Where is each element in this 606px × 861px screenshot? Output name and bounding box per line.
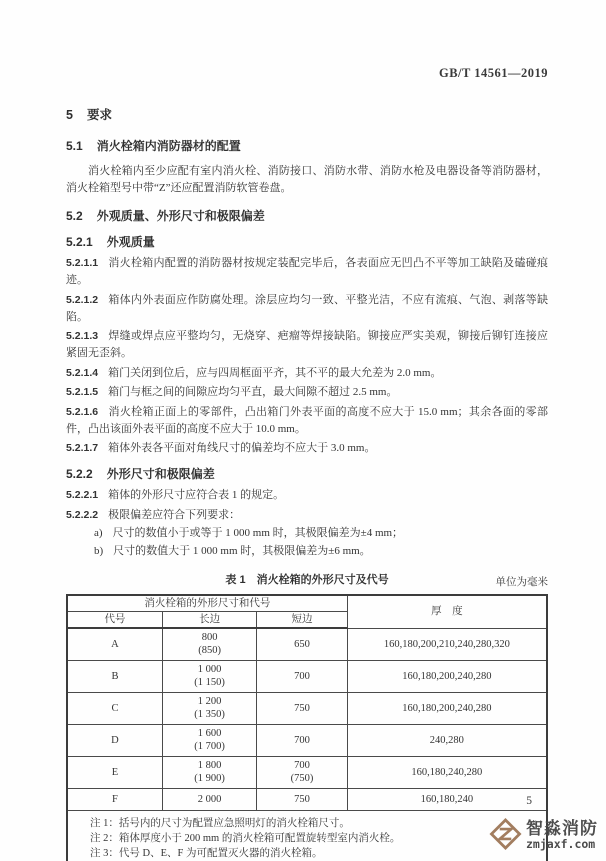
list-item-a: [94, 525, 548, 542]
cell-thickness: 160,180,200,240,280: [347, 692, 547, 724]
clause-5-2-1-5: [66, 384, 548, 401]
cell-code: F: [67, 788, 162, 810]
cell-code: D: [67, 724, 162, 756]
clause-text: 消火栓箱内配置的消防器材按规定装配完毕后，各表面应无凹凸不平等加工缺陷及磕碰痕迹。: [66, 257, 548, 286]
cell-thickness: 160,180,200,210,240,280,320: [347, 628, 547, 660]
table-1: [66, 594, 548, 861]
paragraph-5-1: 消火栓箱内至少应配有室内消火栓、消防接口、消防水带、消防水枪及电器设备等消防器材，消火栓箱型号中带“Z”还应配置消防软管卷盘。: [66, 165, 548, 194]
heading-title: 要求: [86, 108, 112, 122]
list-text: 尺寸的数值大于 1 000 mm 时，其极限偏差为±6 mm。: [113, 544, 371, 557]
column-header-long: 长边: [162, 612, 256, 629]
cell-long: 1 200: [197, 696, 222, 707]
cell-code: E: [67, 756, 162, 788]
table-row-C: [67, 692, 547, 724]
clause-text: 箱门关闭到位后，应与四周框面平齐，其不平的最大允差为 2.0 mm。: [108, 366, 442, 379]
clause-5-2-1-3: [66, 328, 548, 362]
cell-code: A: [67, 628, 162, 660]
heading-5-2-1: [66, 233, 548, 250]
cell-short: 650: [294, 638, 310, 650]
table-row-E: [67, 756, 547, 788]
heading-number: 5: [66, 108, 73, 122]
heading-number: 5.2.1: [66, 235, 93, 249]
cell-long-paren: (1 700): [194, 741, 225, 752]
table-row-B: [67, 660, 547, 692]
table-note-3: 注 3：代号 D、E、F 为可配置灭火器的消火栓箱。: [90, 847, 323, 859]
column-header-thickness: 厚 度: [347, 595, 547, 629]
cell-long: 1 000: [197, 664, 222, 675]
table-note-1: 注 1：括号内的尺寸为配置应急照明灯的消火栓箱尺寸。: [90, 817, 350, 829]
cell-long-paren: (850): [198, 645, 221, 657]
clause-5-2-1-7: [66, 440, 548, 457]
page-number: 5: [526, 795, 532, 807]
cell-short: 750: [294, 793, 310, 805]
clause-text: 箱门与框之间的间隙应均匀平直，最大间隙不超过 2.5 mm。: [108, 386, 398, 398]
heading-number: 5.2: [66, 209, 83, 223]
clause-5-2-1-6: [66, 404, 548, 438]
clause-text: 消火栓箱正面上的零部件，凸出箱门外表平面的高度不应大于 15.0 mm；其余各面的零部件，凸出该面外表平面的高度不应大于 10.0 mm。: [66, 405, 548, 435]
cell-long: 2 000: [197, 793, 222, 805]
heading-5-1: [66, 137, 548, 154]
cell-thickness: 240,280: [347, 724, 547, 756]
watermark-logo: [489, 816, 598, 855]
clause-text: 焊缝或焊点应平整均匀，无烧穿、疤瘤等焊接缺陷。铆接应严实美观，铆接后铆钉连接应紧固无歪斜。: [66, 330, 548, 359]
cell-long-paren: (1 150): [194, 677, 225, 688]
column-header-short: 短边: [257, 612, 347, 629]
list-label: b): [94, 544, 104, 557]
cell-long: 1 600: [197, 728, 222, 739]
heading-title: 外观质量: [106, 235, 155, 249]
clause-5-2-1-2: [66, 292, 548, 326]
cell-code: C: [67, 692, 162, 724]
clause-5-2-1-1: [66, 255, 548, 289]
table-caption-row: [66, 571, 548, 589]
heading-number: 5.1: [66, 139, 83, 153]
list-item-b: [94, 543, 548, 560]
cell-thickness: 160,180,240,280: [347, 756, 547, 788]
clause-number: 5.2.2.1: [66, 489, 99, 501]
heading-title: 消火栓箱内消防器材的配置: [96, 139, 241, 153]
cell-short: 750: [294, 702, 310, 714]
clause-number: 5.2.1.4: [66, 366, 99, 379]
clause-text: 极限偏差应符合下列要求：: [108, 508, 241, 521]
cell-short-paren: (750): [290, 773, 314, 784]
table-notes-row: [67, 810, 547, 861]
heading-number: 5.2.2: [66, 467, 93, 481]
cell-long: 800: [201, 632, 218, 644]
cell-thickness: 160,180,240: [347, 788, 547, 810]
heading-title: 外形尺寸和极限偏差: [106, 467, 215, 481]
clause-text: 箱体内外表面应作防腐处理。涂层应均匀一致、平整光洁，不应有流痕、气泡、剥落等缺陷。: [66, 293, 548, 323]
clause-5-2-2-1: [66, 487, 548, 504]
heading-title: 外观质量、外形尺寸和极限偏差: [96, 209, 265, 223]
heading-5-2: [66, 207, 548, 224]
clause-5-2-1-4: [66, 365, 548, 382]
watermark-name: 智淼消防: [526, 819, 598, 838]
table-caption: 表 1 消火栓箱的外形尺寸及代号: [225, 573, 389, 586]
heading-5-2-2: [66, 465, 548, 482]
cell-short: 700: [294, 760, 310, 771]
cell-long: 1 800: [197, 760, 222, 771]
list-text: 尺寸的数值小于或等于 1 000 mm 时，其极限偏差为±4 mm；: [112, 526, 404, 539]
cell-long-paren: (1 900): [194, 773, 225, 784]
zmjaxf-logo-icon: [489, 816, 522, 855]
clause-number: 5.2.1.7: [66, 442, 99, 454]
clause-number: 5.2.2.2: [66, 508, 99, 521]
table-unit-label: 单位为毫米: [495, 576, 548, 588]
standard-number: GB/T 14561—2019: [438, 66, 548, 80]
watermark-url: zmjaxf.com: [526, 837, 596, 851]
table-note-2: 注 2：箱体厚度小于 200 mm 的消火栓箱可配置旋转型室内消火栓。: [90, 832, 401, 844]
cell-short: 700: [294, 734, 310, 746]
clause-number: 5.2.1.3: [66, 330, 99, 342]
column-header-code: 代号: [67, 612, 162, 629]
cell-code: B: [67, 660, 162, 692]
table-group-header: 消火栓箱的外形尺寸和代号: [67, 595, 347, 612]
clause-number: 5.2.1.5: [66, 386, 99, 398]
cell-short: 700: [294, 670, 310, 682]
clause-number: 5.2.1.6: [66, 405, 99, 418]
clause-text: 箱体外表各平面对角线尺寸的偏差均不应大于 3.0 mm。: [108, 442, 376, 454]
cell-long-paren: (1 350): [194, 709, 225, 720]
cell-thickness: 160,180,200,240,280: [347, 660, 547, 692]
heading-5: [66, 105, 548, 123]
clause-5-2-2-2: [66, 507, 548, 524]
clause-number: 5.2.1.1: [66, 257, 99, 269]
clause-number: 5.2.1.2: [66, 293, 99, 306]
list-label: a): [94, 526, 103, 539]
table-row-A: [67, 628, 547, 660]
clause-text: 箱体的外形尺寸应符合表 1 的规定。: [108, 489, 285, 501]
table-row-D: [67, 724, 547, 756]
table-row-F: [67, 788, 547, 810]
